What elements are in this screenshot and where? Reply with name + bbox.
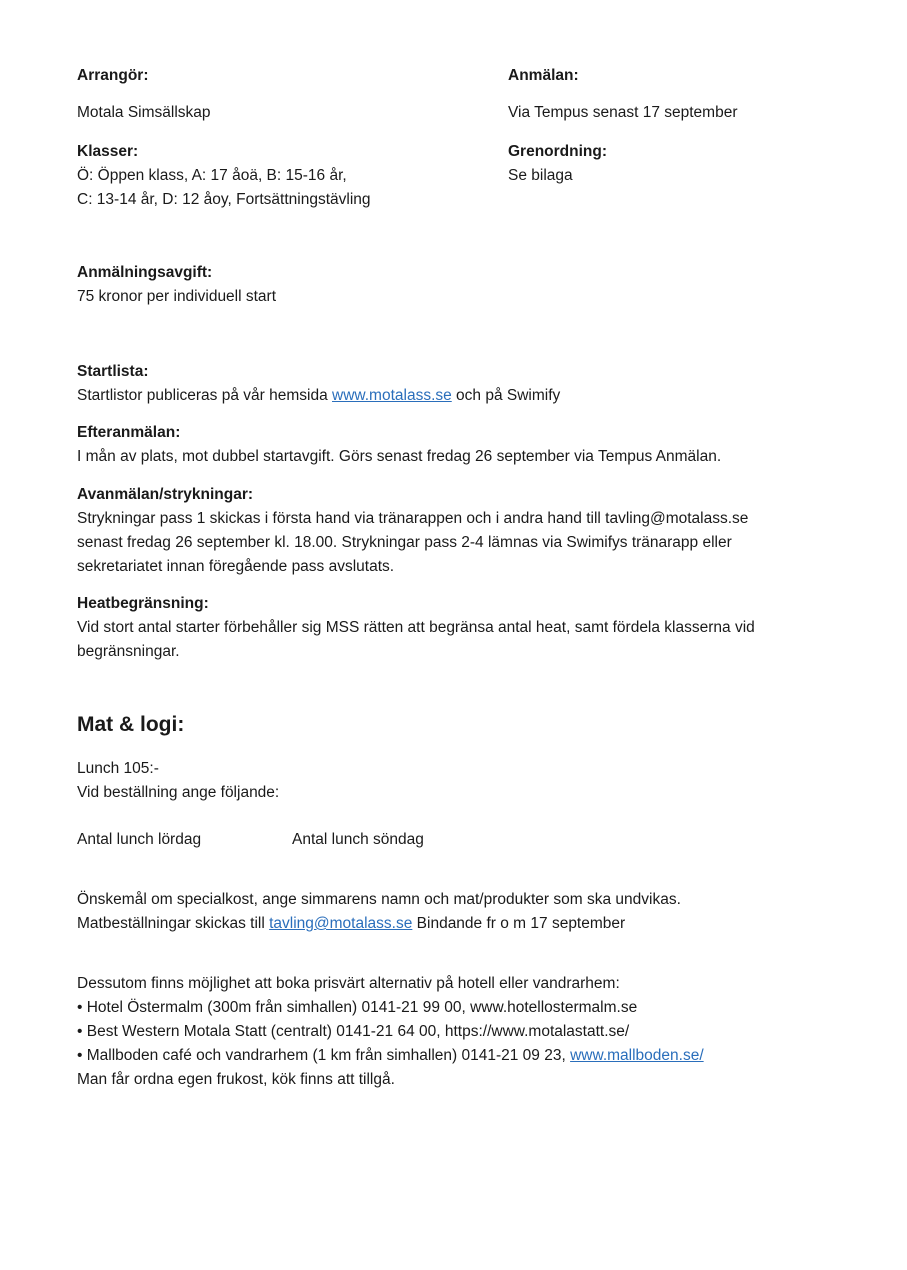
food-heading: Mat & logi: [77,713,185,736]
event-order-heading: Grenordning: [508,143,608,160]
lodging-item: • Hotel Östermalm (300m från simhallen) 0141-21 99 00, www.hotellostermalm.se [77,999,638,1016]
arranger-value: Motala Simsällskap [77,104,211,121]
heat-limit-section [77,592,877,664]
fee-heading: Anmälningsavgift: [77,264,213,281]
food-orders-after: Bindande fr o m 17 september [412,915,626,932]
late-registration-section [77,421,877,469]
registration-heading: Anmälan: [508,67,579,84]
heat-limit-line: begränsningar. [77,643,180,660]
heat-limit-line: Vid stort antal starter förbehåller sig MSS rätten att begränsa antal heat, samt fördela klasserna vid [77,619,755,636]
classes-heading: Klasser: [77,143,139,160]
website-link[interactable]: www.motalass.se [332,387,452,404]
startlist-text-before: Startlistor publiceras på vår hemsida [77,387,333,404]
special-diet-section [77,888,877,936]
withdrawal-line: sekretariatet innan föregående pass avslutats. [77,558,395,575]
lodging-intro: Dessutom finns möjlighet att boka prisvärt alternativ på hotell eller vandrarhem: [77,975,620,992]
startlist-text-after: och på Swimify [451,387,561,404]
lunch-saturday: Antal lunch lördag [77,831,202,848]
food-orders-before: Matbeställningar skickas till [77,915,270,932]
arranger-heading: Arrangör: [77,67,149,84]
lodging-item-text: • Mallboden café och vandrarhem (1 km från simhallen) 0141-21 09 23, [77,1047,571,1064]
late-registration-value: I mån av plats, mot dubbel startavgift. Görs senast fredag 26 september via Tempus Anmälan. [77,448,722,465]
breakfast-note: Man får ordna egen frukost, kök finns att tillgå. [77,1071,395,1088]
fee-value: 75 kronor per individuell start [77,288,277,305]
startlist-section [77,360,877,408]
lunch-price: Lunch 105:- [77,760,159,777]
email-link[interactable]: tavling@motalass.se [269,915,413,932]
lodging-item: • Best Western Motala Statt (centralt) 0141-21 64 00, https://www.motalastatt.se/ [77,1023,630,1040]
startlist-heading: Startlista: [77,363,149,380]
lodging-item [77,1044,877,1068]
food-orders-text [77,912,877,936]
withdrawal-line: Strykningar pass 1 skickas i första hand via tränarappen och i andra hand till tavling@motalass.se [77,510,749,527]
classes-line: Ö: Öppen klass, A: 17 åoä, B: 15-16 år, [77,167,347,184]
lunch-section [77,757,877,805]
fee-section [77,261,877,309]
heat-limit-heading: Heatbegränsning: [77,595,209,612]
classes-line: C: 13-14 år, D: 12 åoy, Fortsättningstävling [77,191,371,208]
order-note: Vid beställning ange följande: [77,784,280,801]
special-diet-text: Önskemål om specialkost, ange simmarens namn och mat/produkter som ska undvikas. [77,891,681,908]
event-order-value: Se bilaga [508,167,573,184]
mallboden-link[interactable]: www.mallboden.se/ [570,1047,704,1064]
withdrawal-heading: Avanmälan/strykningar: [77,486,254,503]
late-registration-heading: Efteranmälan: [77,424,181,441]
withdrawal-section [77,483,877,579]
registration-value: Via Tempus senast 17 september [508,104,738,121]
event-order-section [508,140,878,188]
startlist-text [77,384,877,408]
lodging-section [77,972,877,1092]
registration-section [508,64,878,125]
lunch-sunday: Antal lunch söndag [292,831,424,848]
withdrawal-line: senast fredag 26 september kl. 18.00. Strykningar pass 2-4 lämnas via Swimifys tränarapp eller [77,534,732,551]
